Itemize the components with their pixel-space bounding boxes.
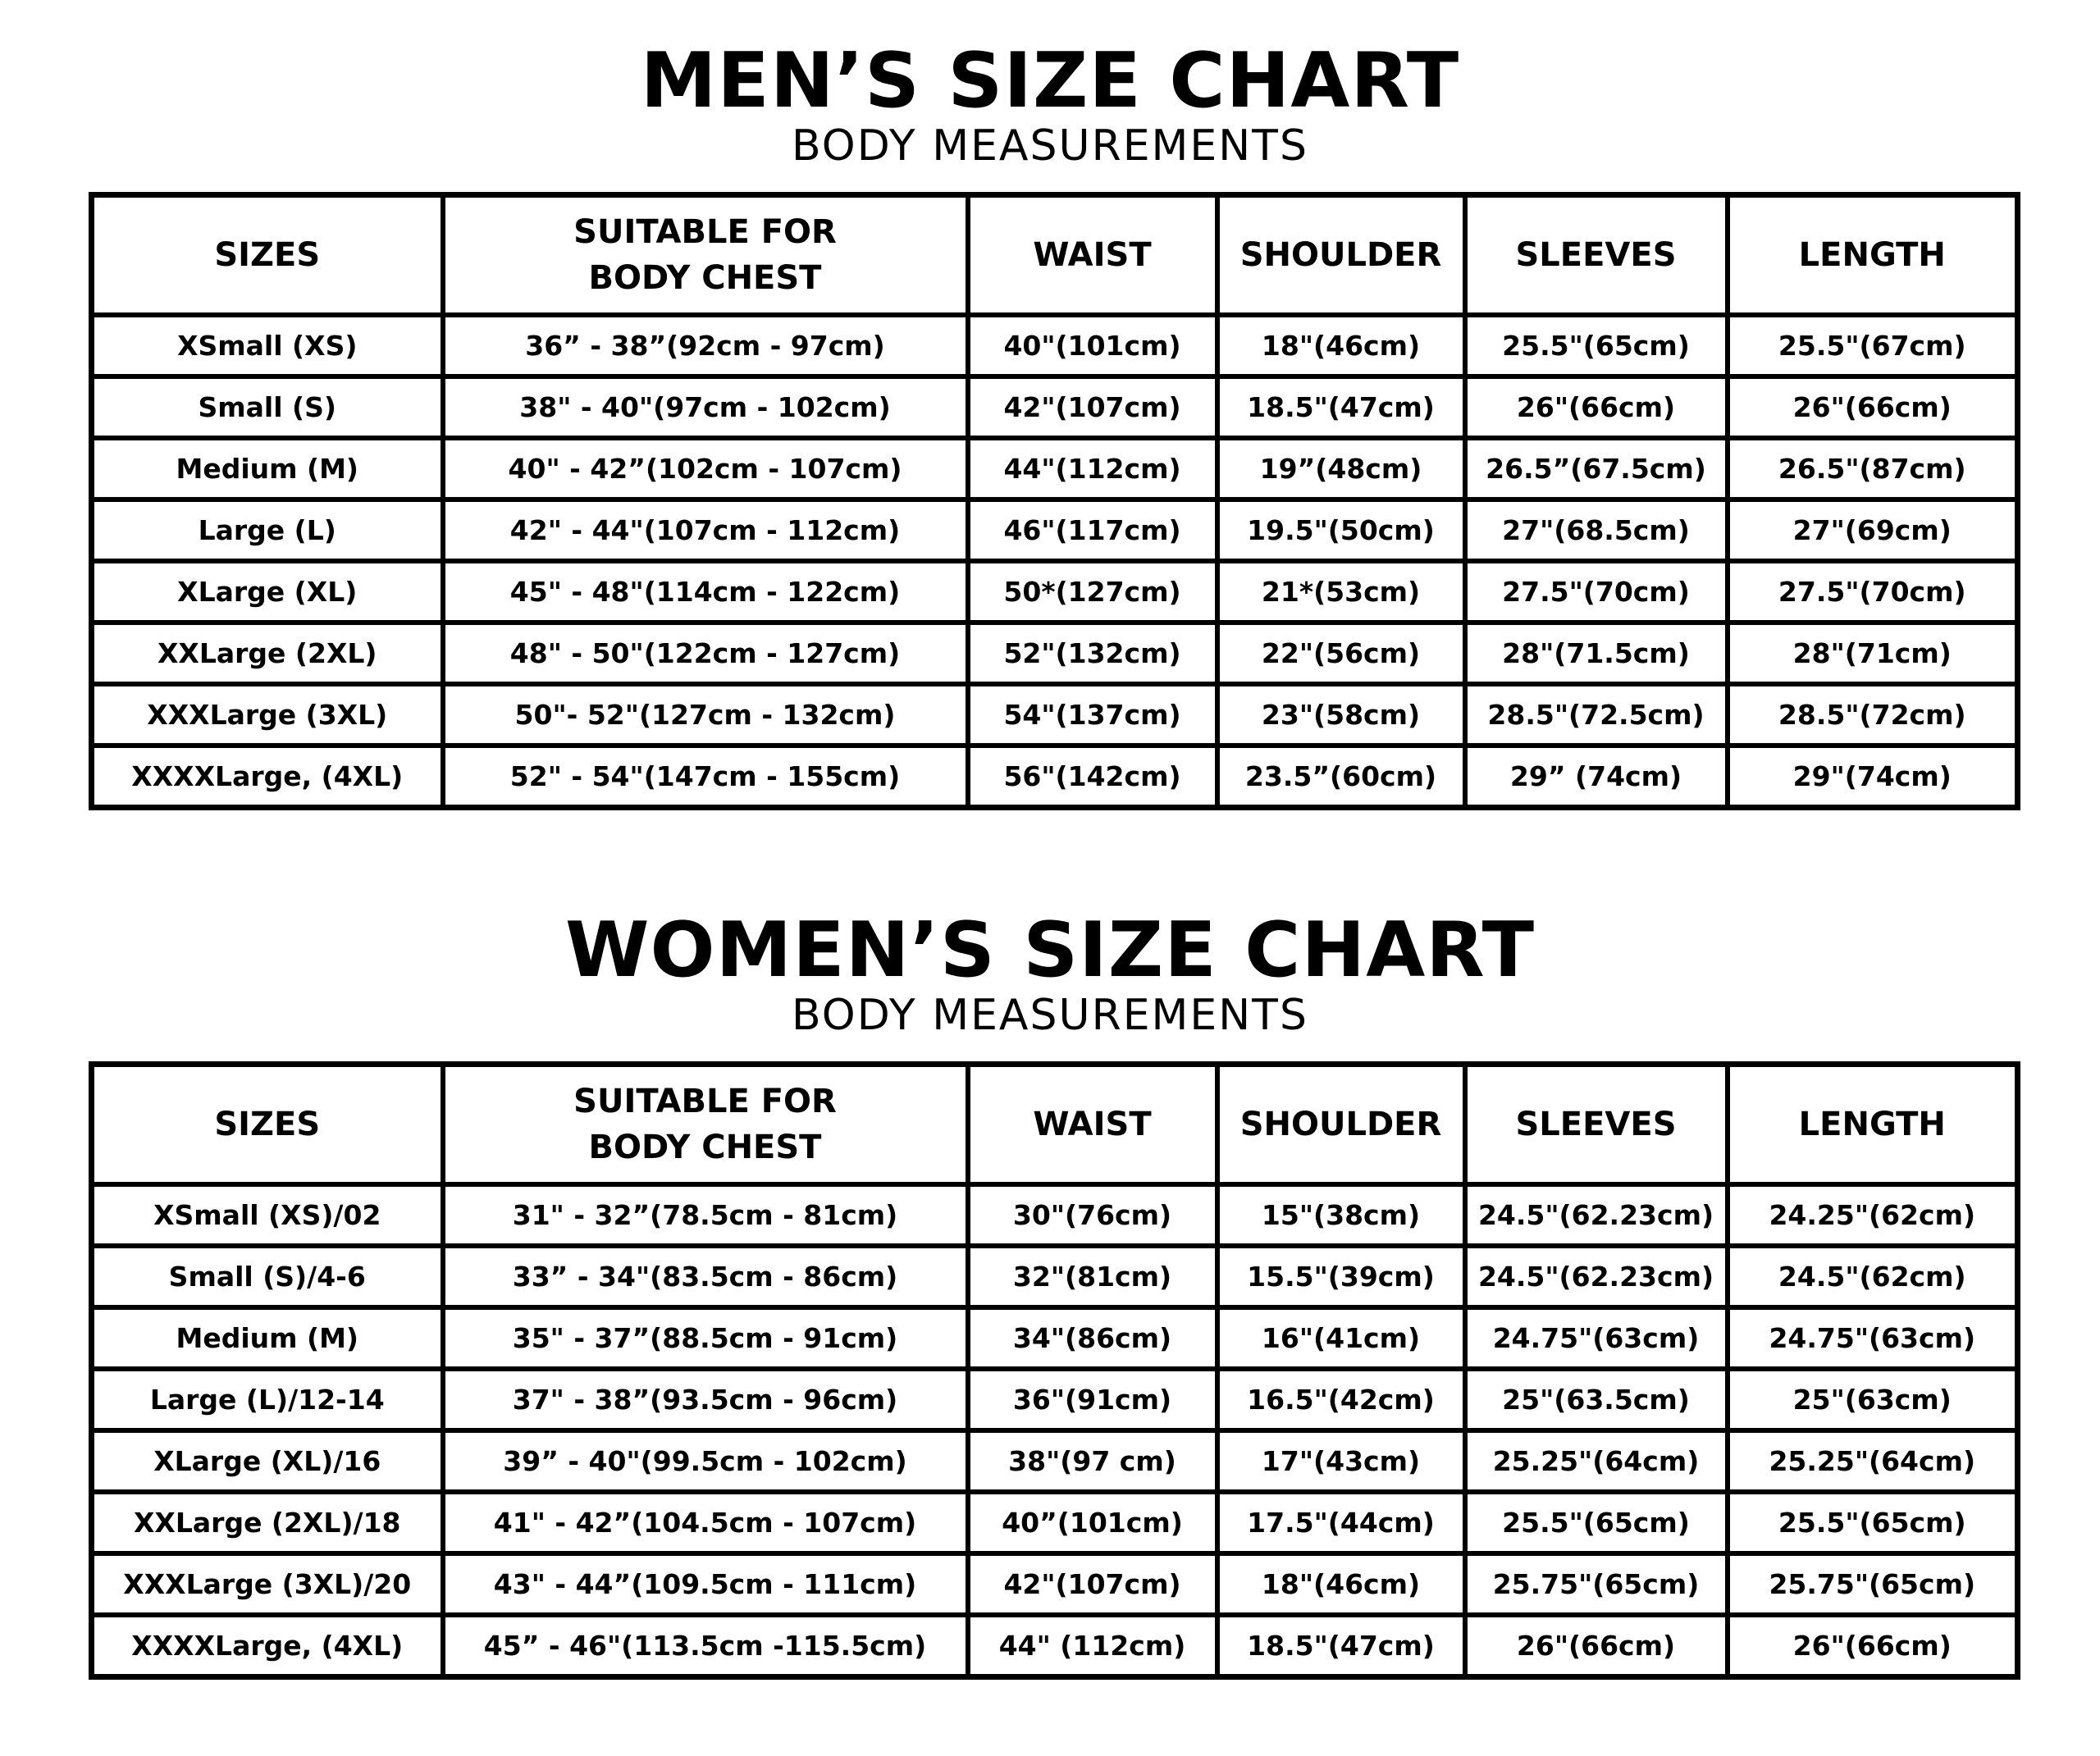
cell-shoulder: 15"(38cm) — [1217, 1184, 1465, 1246]
table-row — [92, 623, 2018, 684]
cell-length: 27.5"(70cm) — [1728, 561, 2018, 623]
cell-body-chest: 36” - 38”(92cm - 97cm) — [443, 315, 968, 376]
cell-shoulder: 21*(53cm) — [1217, 561, 1465, 623]
cell-shoulder: 18.5"(47cm) — [1217, 376, 1465, 438]
cell-waist: 40"(101cm) — [968, 315, 1217, 376]
cell-shoulder: 22"(56cm) — [1217, 623, 1465, 684]
table-row — [92, 746, 2018, 808]
cell-sleeves: 28"(71.5cm) — [1465, 623, 1728, 684]
cell-sleeves: 25.5"(65cm) — [1465, 1492, 1728, 1553]
cell-sleeves: 25.25"(64cm) — [1465, 1430, 1728, 1492]
header-sizes: SIZES — [92, 195, 443, 316]
cell-body-chest: 37" - 38”(93.5cm - 96cm) — [443, 1369, 968, 1430]
cell-body-chest: 52" - 54"(147cm - 155cm) — [443, 746, 968, 808]
header-sleeves: SLEEVES — [1465, 1065, 1728, 1185]
cell-length: 24.75"(63cm) — [1728, 1307, 2018, 1369]
cell-waist: 44"(112cm) — [968, 438, 1217, 499]
header-shoulder: SHOULDER — [1217, 195, 1465, 316]
cell-body-chest: 38" - 40"(97cm - 102cm) — [443, 376, 968, 438]
cell-sleeves: 26"(66cm) — [1465, 376, 1728, 438]
mens-table-body — [92, 315, 2018, 808]
mens-size-table — [89, 192, 2020, 810]
table-row — [92, 499, 2018, 561]
cell-length: 24.5"(62cm) — [1728, 1246, 2018, 1307]
header-length: LENGTH — [1728, 195, 2018, 316]
cell-length: 25.75"(65cm) — [1728, 1553, 2018, 1615]
cell-waist: 32"(81cm) — [968, 1246, 1217, 1307]
header-body-chest: SUITABLE FOR BODY CHEST — [443, 195, 968, 316]
header-waist: WAIST — [968, 1065, 1217, 1185]
cell-body-chest: 31" - 32”(78.5cm - 81cm) — [443, 1184, 968, 1246]
cell-sizes: XXXLarge (3XL) — [92, 684, 443, 746]
cell-sizes: XXXXLarge, (4XL) — [92, 746, 443, 808]
cell-sleeves: 25.75"(65cm) — [1465, 1553, 1728, 1615]
cell-shoulder: 19”(48cm) — [1217, 438, 1465, 499]
cell-waist: 30"(76cm) — [968, 1184, 1217, 1246]
table-row — [92, 438, 2018, 499]
cell-shoulder: 16.5"(42cm) — [1217, 1369, 1465, 1430]
cell-shoulder: 18"(46cm) — [1217, 1553, 1465, 1615]
womens-chart-title: WOMEN’S SIZE CHART — [564, 905, 1536, 994]
cell-length: 25"(63cm) — [1728, 1369, 2018, 1430]
cell-body-chest: 45” - 46"(113.5cm -115.5cm) — [443, 1615, 968, 1677]
header-body-chest: SUITABLE FOR BODY CHEST — [443, 1065, 968, 1185]
header-row — [92, 195, 2018, 316]
cell-waist: 40”(101cm) — [968, 1492, 1217, 1553]
cell-length: 27"(69cm) — [1728, 499, 2018, 561]
cell-waist: 46"(117cm) — [968, 499, 1217, 561]
cell-body-chest: 39” - 40"(99.5cm - 102cm) — [443, 1430, 968, 1492]
cell-shoulder: 23"(58cm) — [1217, 684, 1465, 746]
womens-table-body — [92, 1184, 2018, 1677]
womens-chart-subtitle: BODY MEASUREMENTS — [792, 991, 1308, 1040]
cell-length: 25.5"(67cm) — [1728, 315, 2018, 376]
cell-sleeves: 29” (74cm) — [1465, 746, 1728, 808]
table-row — [92, 1184, 2018, 1246]
header-row — [92, 1065, 2018, 1185]
cell-shoulder: 17"(43cm) — [1217, 1430, 1465, 1492]
cell-shoulder: 17.5"(44cm) — [1217, 1492, 1465, 1553]
table-row — [92, 1553, 2018, 1615]
mens-chart-subtitle: BODY MEASUREMENTS — [792, 121, 1308, 171]
cell-waist: 54"(137cm) — [968, 684, 1217, 746]
cell-shoulder: 19.5"(50cm) — [1217, 499, 1465, 561]
cell-sleeves: 24.75"(63cm) — [1465, 1307, 1728, 1369]
cell-sizes: Medium (M) — [92, 1307, 443, 1369]
cell-length: 26"(66cm) — [1728, 1615, 2018, 1677]
cell-waist: 56"(142cm) — [968, 746, 1217, 808]
table-row — [92, 1246, 2018, 1307]
cell-sizes: XXXXLarge, (4XL) — [92, 1615, 443, 1677]
mens-table-header — [92, 195, 2018, 316]
cell-length: 25.5"(65cm) — [1728, 1492, 2018, 1553]
table-row — [92, 1307, 2018, 1369]
cell-sleeves: 24.5"(62.23cm) — [1465, 1246, 1728, 1307]
table-row — [92, 376, 2018, 438]
cell-shoulder: 15.5"(39cm) — [1217, 1246, 1465, 1307]
cell-body-chest: 50"- 52"(127cm - 132cm) — [443, 684, 968, 746]
cell-shoulder: 23.5”(60cm) — [1217, 746, 1465, 808]
cell-length: 28.5"(72cm) — [1728, 684, 2018, 746]
cell-body-chest: 43" - 44”(109.5cm - 111cm) — [443, 1553, 968, 1615]
table-row — [92, 561, 2018, 623]
cell-body-chest: 48" - 50"(122cm - 127cm) — [443, 623, 968, 684]
cell-sizes: Small (S)/4-6 — [92, 1246, 443, 1307]
cell-sizes: XXLarge (2XL)/18 — [92, 1492, 443, 1553]
womens-size-table — [89, 1061, 2020, 1680]
cell-waist: 42"(107cm) — [968, 376, 1217, 438]
cell-shoulder: 18.5"(47cm) — [1217, 1615, 1465, 1677]
cell-length: 28"(71cm) — [1728, 623, 2018, 684]
cell-length: 24.25"(62cm) — [1728, 1184, 2018, 1246]
cell-sizes: XSmall (XS)/02 — [92, 1184, 443, 1246]
cell-sleeves: 26"(66cm) — [1465, 1615, 1728, 1677]
cell-sizes: Small (S) — [92, 376, 443, 438]
cell-length: 26.5"(87cm) — [1728, 438, 2018, 499]
table-row — [92, 1615, 2018, 1677]
cell-sleeves: 28.5"(72.5cm) — [1465, 684, 1728, 746]
table-row — [92, 1369, 2018, 1430]
cell-length: 26"(66cm) — [1728, 376, 2018, 438]
header-length: LENGTH — [1728, 1065, 2018, 1185]
table-row — [92, 1430, 2018, 1492]
cell-sizes: XXXLarge (3XL)/20 — [92, 1553, 443, 1615]
cell-sleeves: 27"(68.5cm) — [1465, 499, 1728, 561]
cell-shoulder: 16"(41cm) — [1217, 1307, 1465, 1369]
cell-sleeves: 26.5”(67.5cm) — [1465, 438, 1728, 499]
cell-sizes: XLarge (XL)/16 — [92, 1430, 443, 1492]
cell-waist: 44" (112cm) — [968, 1615, 1217, 1677]
header-sizes: SIZES — [92, 1065, 443, 1185]
header-waist: WAIST — [968, 195, 1217, 316]
cell-body-chest: 40" - 42”(102cm - 107cm) — [443, 438, 968, 499]
cell-body-chest: 33” - 34"(83.5cm - 86cm) — [443, 1246, 968, 1307]
cell-waist: 50*(127cm) — [968, 561, 1217, 623]
cell-sleeves: 25"(63.5cm) — [1465, 1369, 1728, 1430]
cell-shoulder: 18"(46cm) — [1217, 315, 1465, 376]
cell-body-chest: 42" - 44"(107cm - 112cm) — [443, 499, 968, 561]
table-row — [92, 315, 2018, 376]
cell-sizes: XXLarge (2XL) — [92, 623, 443, 684]
cell-sizes: Large (L)/12-14 — [92, 1369, 443, 1430]
table-row — [92, 1492, 2018, 1553]
cell-waist: 34"(86cm) — [968, 1307, 1217, 1369]
cell-waist: 52"(132cm) — [968, 623, 1217, 684]
cell-body-chest: 45" - 48"(114cm - 122cm) — [443, 561, 968, 623]
table-row — [92, 684, 2018, 746]
cell-sleeves: 25.5"(65cm) — [1465, 315, 1728, 376]
cell-length: 29"(74cm) — [1728, 746, 2018, 808]
cell-sleeves: 24.5"(62.23cm) — [1465, 1184, 1728, 1246]
cell-sleeves: 27.5"(70cm) — [1465, 561, 1728, 623]
cell-waist: 38"(97 cm) — [968, 1430, 1217, 1492]
cell-length: 25.25"(64cm) — [1728, 1430, 2018, 1492]
cell-body-chest: 35" - 37”(88.5cm - 91cm) — [443, 1307, 968, 1369]
cell-body-chest: 41" - 42”(104.5cm - 107cm) — [443, 1492, 968, 1553]
cell-sizes: XLarge (XL) — [92, 561, 443, 623]
cell-sizes: XSmall (XS) — [92, 315, 443, 376]
header-sleeves: SLEEVES — [1465, 195, 1728, 316]
mens-chart-title: MEN’S SIZE CHART — [640, 36, 1460, 125]
cell-sizes: Medium (M) — [92, 438, 443, 499]
womens-table-header — [92, 1065, 2018, 1185]
header-shoulder: SHOULDER — [1217, 1065, 1465, 1185]
cell-waist: 36"(91cm) — [968, 1369, 1217, 1430]
cell-waist: 42"(107cm) — [968, 1553, 1217, 1615]
cell-sizes: Large (L) — [92, 499, 443, 561]
